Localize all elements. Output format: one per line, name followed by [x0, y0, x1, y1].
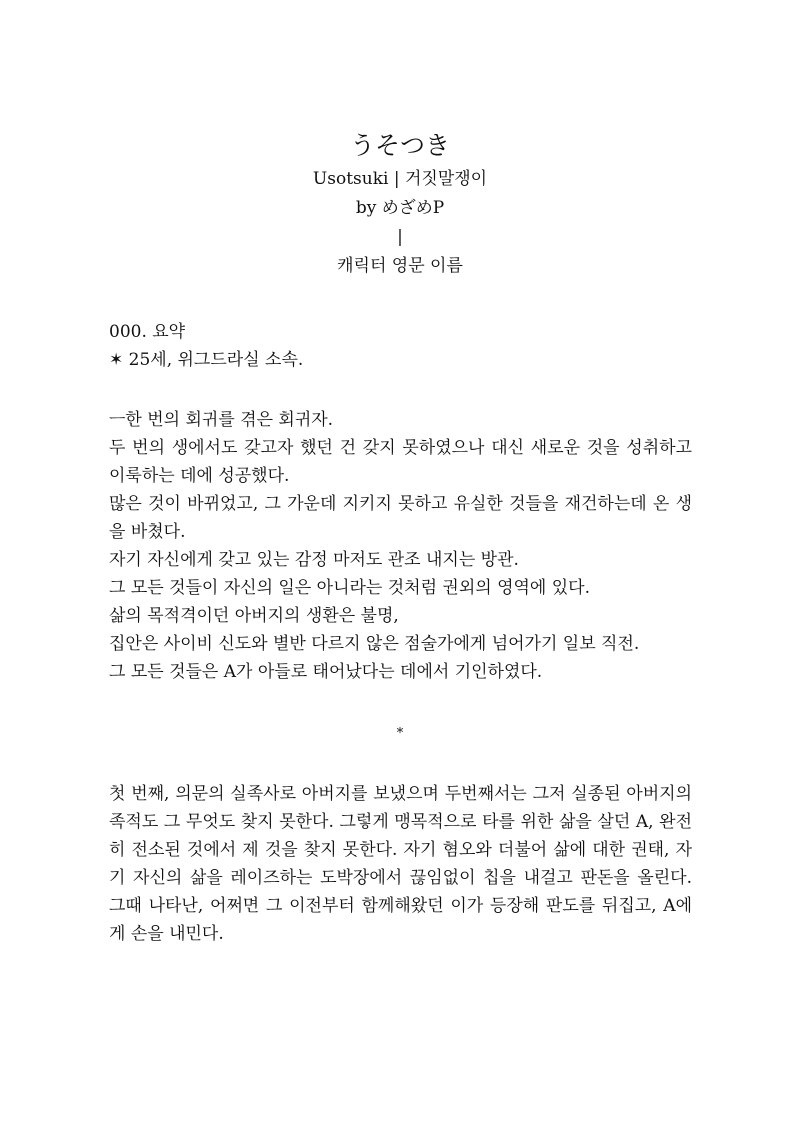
summary-line: ✶ 25세, 위그드라실 소속. — [109, 350, 304, 370]
description-line: 삶의 목적격이던 아버지의 생환은 불명, — [109, 606, 399, 626]
story-paragraph: 첫 번째, 의문의 실족사로 아버지를 보냈으며 두번째서는 그저 실종된 아버지의 족적도 그 무엇도 찾지 못한다. 그렇게 맹목적으로 타를 위한 삶을 살던 A, 완전히 전소된 것에서 제 것을 찾지 못한다. 자기 혐오와 더불어 삶에 대한 권태, 자기 자신의 삶을 레이즈하는 도박장에서 끊임없이 칩을 내걸고 판돈을 올린다. 그때 나타난, 어쩌면 그 이전부터 함께해왔던 이가 등장해 판도를 뒤집고, A에게 손을 내민다. — [109, 784, 692, 944]
description-section — [109, 406, 692, 686]
description-line: 자기 자신에게 갖고 있는 감정 마저도 관조 내지는 방관. — [109, 550, 519, 570]
section-divider: * — [396, 726, 404, 741]
description-line: ㅡ한 번의 회귀를 겪은 회귀자. — [109, 410, 334, 430]
title-block — [0, 127, 800, 281]
song-subtitle: Usotsuki | 거짓말쟁이 — [312, 169, 488, 189]
character-name-caption: 캐릭터 영문 이름 — [337, 256, 463, 276]
summary-heading: 000. 요약 — [109, 322, 186, 342]
story-section — [109, 780, 692, 948]
description-line: 두 번의 생에서도 갖고자 했던 건 갖지 못하였으나 대신 새로운 것을 성취하고 이룩하는 데에 성공했다. — [109, 438, 692, 486]
description-line: 많은 것이 바뀌었고, 그 가운데 지키지 못하고 유실한 것들을 재건하는데 온 생을 바쳤다. — [109, 494, 692, 542]
description-line: 그 모든 것들은 A가 아들로 태어났다는 데에서 기인하였다. — [109, 662, 543, 682]
description-line: 그 모든 것들이 자신의 일은 아니라는 것처럼 권외의 영역에 있다. — [109, 578, 591, 598]
author-line: by めざめP — [355, 198, 445, 218]
separator-line: | — [397, 227, 403, 247]
summary-section — [109, 318, 692, 374]
description-line: 집안은 사이비 신도와 별반 다르지 않은 점술가에게 넘어가기 일보 직전. — [109, 634, 640, 654]
document-title: うそつき — [349, 131, 450, 160]
